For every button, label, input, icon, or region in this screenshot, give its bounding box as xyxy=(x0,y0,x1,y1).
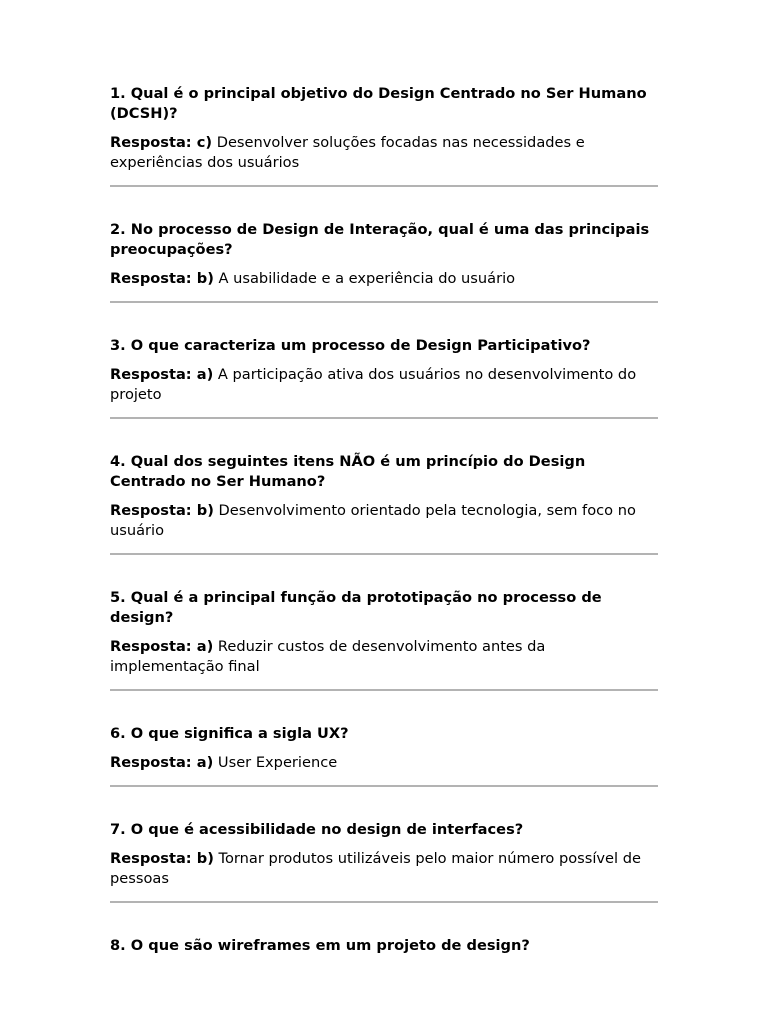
answer-content: Desenvolvimento orientado pela tecnologia, sem foco no usuário xyxy=(110,502,636,539)
divider xyxy=(110,689,658,691)
answer-text xyxy=(110,365,658,405)
answer-label: Resposta: c) xyxy=(110,134,213,151)
answer-text xyxy=(110,637,658,677)
answer-text xyxy=(110,501,658,541)
answer-label: Resposta: b) xyxy=(110,850,214,867)
question-text: 8. O que são wireframes em um projeto de design? xyxy=(110,937,530,954)
question-text: 2. No processo de Design de Interação, qual é uma das principais preocupações? xyxy=(110,221,650,258)
answer-text xyxy=(110,133,658,173)
answer-label: Resposta: a) xyxy=(110,754,214,771)
question-block-5 xyxy=(110,588,658,691)
answer-label: Resposta: b) xyxy=(110,270,214,287)
answer-text xyxy=(110,849,658,889)
question-block-8 xyxy=(110,936,658,956)
answer-text xyxy=(110,269,658,289)
question-text: 5. Qual é a principal função da prototipação no processo de design? xyxy=(110,589,602,626)
question-text: 6. O que significa a sigla UX? xyxy=(110,725,349,742)
question-text: 1. Qual é o principal objetivo do Design Centrado no Ser Humano (DCSH)? xyxy=(110,85,647,122)
document-page xyxy=(110,84,658,956)
answer-content: User Experience xyxy=(217,754,338,771)
answer-content: A participação ativa dos usuários no desenvolvimento do projeto xyxy=(110,366,637,403)
question-block-2 xyxy=(110,220,658,303)
answer-label: Resposta: a) xyxy=(110,638,214,655)
answer-label: Resposta: a) xyxy=(110,366,214,383)
question-block-3 xyxy=(110,336,658,419)
answer-label: Resposta: b) xyxy=(110,502,214,519)
divider xyxy=(110,553,658,555)
answer-content: Reduzir custos de desenvolvimento antes da implementação final xyxy=(110,638,546,675)
answer-content: Tornar produtos utilizáveis pelo maior número possível de pessoas xyxy=(110,850,641,887)
question-text: 3. O que caracteriza um processo de Design Participativo? xyxy=(110,337,591,354)
divider xyxy=(110,185,658,187)
divider xyxy=(110,901,658,903)
answer-content: A usabilidade e a experiência do usuário xyxy=(218,270,516,287)
question-block-4 xyxy=(110,452,658,555)
answer-content: Desenvolver soluções focadas nas necessidades e experiências dos usuários xyxy=(110,134,585,171)
question-text: 4. Qual dos seguintes itens NÃO é um princípio do Design Centrado no Ser Humano? xyxy=(110,453,586,490)
divider xyxy=(110,417,658,419)
question-block-7 xyxy=(110,820,658,903)
divider xyxy=(110,301,658,303)
answer-text xyxy=(110,753,658,773)
question-block-6 xyxy=(110,724,658,787)
question-block-1 xyxy=(110,84,658,187)
divider xyxy=(110,785,658,787)
question-text: 7. O que é acessibilidade no design de interfaces? xyxy=(110,821,524,838)
